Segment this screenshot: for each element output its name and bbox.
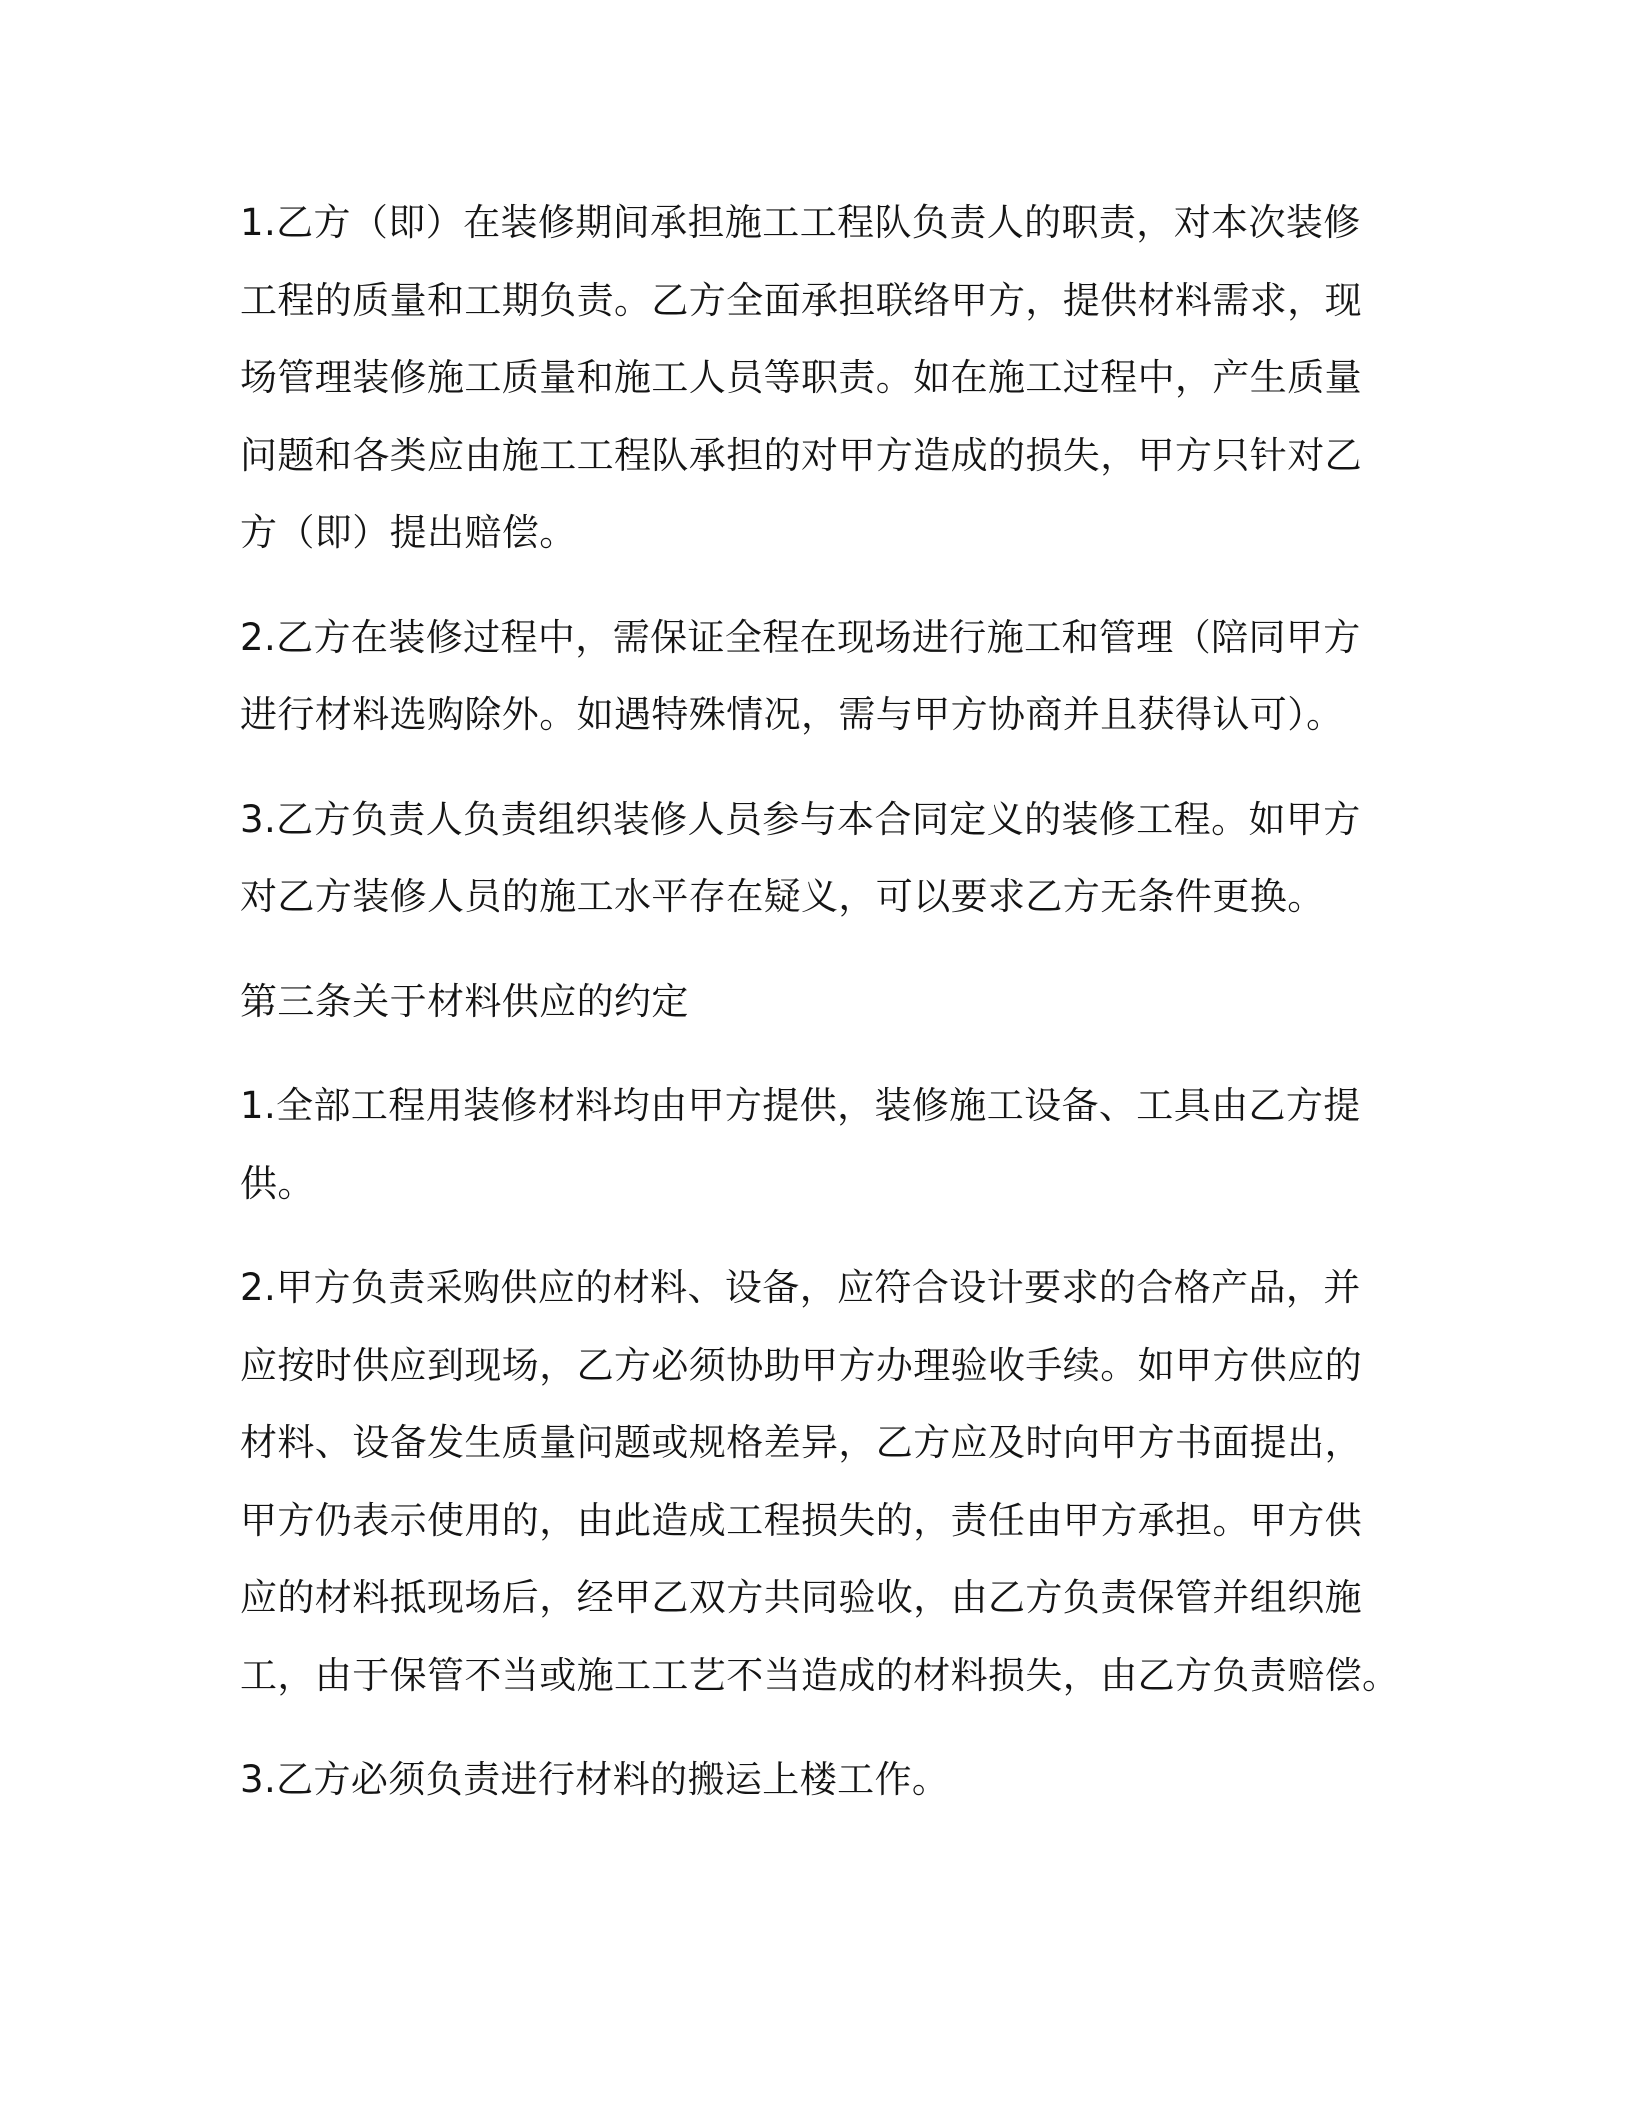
text-line: 第三条关于材料供应的约定 bbox=[240, 979, 689, 1023]
text-line: 场管理装修施工质量和施工人员等职责。如在施工过程中，产生质量 bbox=[240, 356, 1362, 399]
text-line: 2.甲方负责采购供应的材料、设备，应符合设计要求的合格产品，并 bbox=[240, 1266, 1361, 1309]
text-line: 工，由于保管不当或施工工艺不当造成的材料损失，由乙方负责赔偿。 bbox=[240, 1653, 1400, 1697]
text-line: 1.全部工程用装修材料均由甲方提供，装修施工设备、工具由乙方提 bbox=[240, 1084, 1361, 1127]
text-line: 应的材料抵现场后，经甲乙双方共同验收，由乙方负责保管并组织施 bbox=[240, 1576, 1362, 1619]
paragraph-7 bbox=[240, 1741, 1390, 1819]
text-line: 方（即）提出赔偿。 bbox=[240, 511, 577, 554]
document-body bbox=[240, 184, 1400, 1819]
text-line: 应按时供应到现场，乙方必须协助甲方办理验收手续。如甲方供应的 bbox=[240, 1343, 1362, 1387]
text-line: 材料、设备发生质量问题或规格差异，乙方应及时向甲方书面提出， bbox=[240, 1421, 1362, 1464]
paragraph-1 bbox=[240, 184, 1390, 572]
text-line: 对乙方装修人员的施工水平存在疑义，可以要求乙方无条件更换。 bbox=[240, 875, 1325, 918]
text-line: 1.乙方（即）在装修期间承担施工工程队负责人的职责，对本次装修 bbox=[240, 201, 1361, 244]
text-line: 3.乙方负责人负责组织装修人员参与本合同定义的装修工程。如甲方 bbox=[240, 797, 1361, 841]
section-heading bbox=[240, 963, 1390, 1041]
paragraph-5 bbox=[240, 1067, 1390, 1222]
text-line: 进行材料选购除外。如遇特殊情况，需与甲方协商并且获得认可）。 bbox=[240, 693, 1344, 736]
paragraph-3 bbox=[240, 781, 1390, 936]
text-line: 甲方仍表示使用的，由此造成工程损失的，责任由甲方承担。甲方供 bbox=[240, 1498, 1362, 1542]
text-line: 工程的质量和工期负责。乙方全面承担联络甲方，提供材料需求，现 bbox=[240, 278, 1362, 322]
text-line: 问题和各类应由施工工程队承担的对甲方造成的损失，甲方只针对乙 bbox=[240, 433, 1362, 477]
text-line: 2.乙方在装修过程中，需保证全程在现场进行施工和管理（陪同甲方 bbox=[240, 615, 1361, 659]
paragraph-6 bbox=[240, 1249, 1400, 1714]
text-line: 供。 bbox=[240, 1161, 315, 1205]
text-line: 3.乙方必须负责进行材料的搬运上楼工作。 bbox=[240, 1758, 950, 1801]
paragraph-2 bbox=[240, 599, 1390, 754]
